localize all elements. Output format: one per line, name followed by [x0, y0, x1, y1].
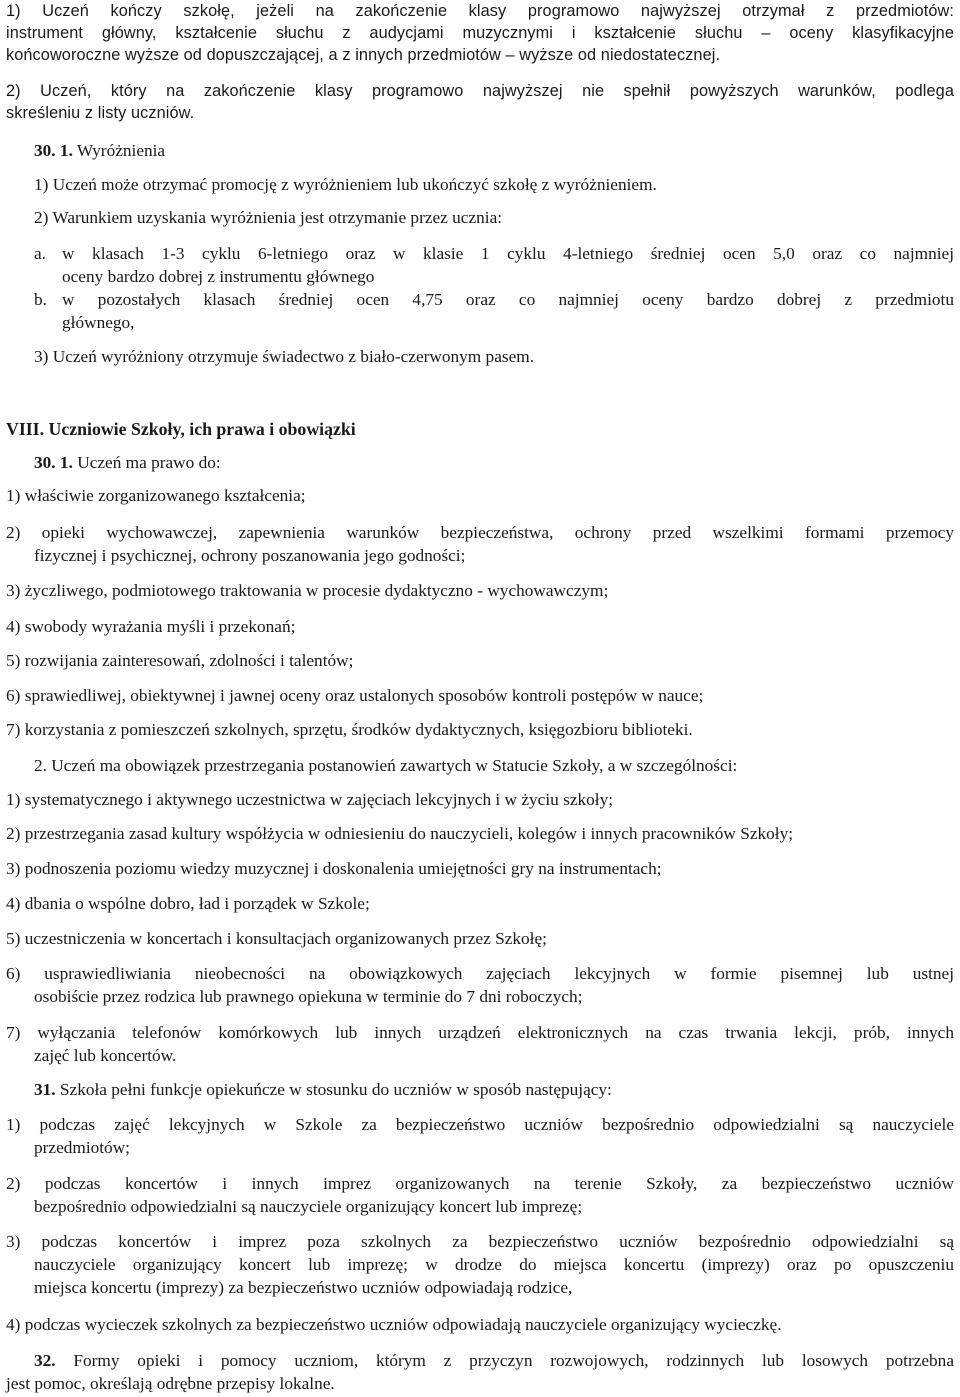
list-item: 4) swobody wyrażania myśli i przekonań;	[6, 617, 296, 636]
section-number: 32.	[34, 1351, 56, 1370]
sub-item: głównego,	[62, 313, 135, 332]
list-item: nauczyciele organizujący koncert lub imprezę; w drodze do miejsca koncertu (imprezy) oraz po opuszczeniu	[34, 1255, 954, 1274]
list-item: 7) korzystania z pomieszczeń szkolnych, sprzętu, środków dydaktycznych, księgozbioru biblioteki.	[6, 720, 693, 739]
chapter-heading: VIII. Uczniowie Szkoły, ich prawa i obowiązki	[6, 419, 356, 439]
list-item: osobiście przez rodzica lub prawnego opiekuna w terminie do 7 dni roboczych;	[34, 987, 583, 1006]
section-number: 30. 1.	[34, 141, 73, 160]
sub-item: w pozostałych klasach średniej ocen 4,75 oraz co najmniej oceny bardzo dobrej z przedmiotu	[62, 290, 954, 309]
list-item: 2) Warunkiem uzyskania wyróżnienia jest otrzymanie przez ucznia:	[34, 208, 503, 227]
list-item: 1) Uczeń może otrzymać promocję z wyróżnieniem lub ukończyć szkołę z wyróżnieniem.	[34, 175, 657, 194]
section-heading	[34, 452, 954, 474]
list-item: bezpośrednio odpowiedzialni są nauczyciele organizujący koncert lub imprezę;	[34, 1197, 583, 1216]
list-item: 2) przestrzegania zasad kultury współżycia w odniesieniu do nauczycieli, kolegów i innych pracowników Szkoły;	[6, 824, 794, 843]
list-item: 5) rozwijania zainteresowań, zdolności i talentów;	[6, 651, 354, 670]
list-item: 6) usprawiedliwiania nieobecności na obowiązkowych zajęciach lekcyjnych w formie pisemnej lub ustnej	[6, 964, 954, 983]
paragraph-line: 2) Uczeń, który na zakończenie klasy programowo najwyższej nie spełnił powyższych warunków, podlega	[6, 82, 954, 100]
list-item: 2) opieki wychowawczej, zapewnienia warunków bezpieczeństwa, ochrony przed wszelkimi formami przemocy	[6, 523, 954, 542]
list-item: 3) podczas koncertów i imprez poza szkolnych za bezpieczeństwo uczniów bezpośrednio odpowiedzialni są	[6, 1232, 954, 1251]
list-item: 3) życzliwego, podmiotowego traktowania w procesie dydaktyczno - wychowawczym;	[6, 581, 609, 600]
section-heading	[34, 1079, 954, 1101]
list-item: 4) podczas wycieczek szkolnych za bezpieczeństwo uczniów odpowiadają nauczyciele organizujący wycieczkę.	[6, 1315, 782, 1334]
section-text: Formy opieki i pomocy uczniom, którym z przyczyn rozwojowych, rodzinnych lub losowych potrzebna	[55, 1351, 954, 1370]
sub-item: oceny bardzo dobrej z instrumentu głównego	[62, 267, 375, 286]
list-item: 3) Uczeń wyróżniony otrzymuje świadectwo z biało-czerwonym pasem.	[34, 347, 535, 366]
list-item: fizycznej i psychicznej, ochrony poszanowania jego godności;	[34, 546, 466, 565]
list-item: 1) systematycznego i aktywnego uczestnictwa w zajęciach lekcyjnych i w życiu szkoły;	[6, 790, 614, 809]
list-item: zajęć lub koncertów.	[34, 1046, 177, 1065]
list-item: 7) wyłączania telefonów komórkowych lub innych urządzeń elektronicznych na czas trwania lekcji, prób, innych	[6, 1023, 954, 1042]
list-item: 5) uczestniczenia w koncertach i konsultacjach organizowanych przez Szkołę;	[6, 929, 547, 948]
paragraph-line: 1) Uczeń kończy szkołę, jeżeli na zakończenie klasy programowo najwyższej otrzymał z przedmiotów:	[6, 2, 954, 20]
list-item: miejsca koncertu (imprezy) za bezpieczeństwo uczniów odpowiadają rodzice,	[34, 1278, 573, 1297]
list-item: 1) właściwie zorganizowanego kształcenia;	[6, 486, 306, 505]
section-intro: 2. Uczeń ma obowiązek przestrzegania postanowień zawartych w Statucie Szkoły, a w szczególności:	[34, 756, 738, 775]
list-item: 6) sprawiedliwej, obiektywnej i jawnej oceny oraz ustalonych sposobów kontroli postępów w nauce;	[6, 686, 704, 705]
section-paragraph-line: jest pomoc, określają odrębne przepisy lokalne.	[6, 1374, 335, 1393]
section-intro: Szkoła pełni funkcje opiekuńcze w stosunku do uczniów w sposób następujący:	[55, 1080, 612, 1099]
sub-item: w klasach 1-3 cyklu 6-letniego oraz w klasie 1 cyklu 4-letniego średniej ocen 5,0 oraz co najmniej	[62, 244, 954, 263]
section-title: Wyróżnienia	[72, 141, 166, 160]
paragraph-line: instrument główny, kształcenie słuchu z audycjami muzycznymi i kształcenie słuchu – oceny klasyfikacyjne	[6, 24, 954, 42]
paragraph-line: skreśleniu z listy uczniów.	[6, 104, 195, 122]
list-item: 4) dbania o wspólne dobro, ład i porządek w Szkole;	[6, 894, 370, 913]
sub-item-marker: a.	[34, 244, 46, 263]
section-number: 31.	[34, 1080, 56, 1099]
section-paragraph	[34, 1350, 954, 1372]
section-intro: Uczeń ma prawo do:	[72, 453, 221, 472]
section-heading	[34, 140, 954, 162]
paragraph-line: końcoworoczne wyższe od dopuszczającej, a z innych przedmiotów – wyższe od niedostatecznej.	[6, 46, 721, 64]
list-item: 1) podczas zajęć lekcyjnych w Szkole za bezpieczeństwo uczniów bezpośrednio odpowiedzialni są nauczyciele	[6, 1115, 954, 1134]
sub-item-marker: b.	[34, 290, 47, 309]
list-item: przedmiotów;	[34, 1138, 130, 1157]
section-number: 30. 1.	[34, 453, 73, 472]
list-item: 3) podnoszenia poziomu wiedzy muzycznej i doskonalenia umiejętności gry na instrumentach;	[6, 859, 662, 878]
list-item: 2) podczas koncertów i innych imprez organizowanych na terenie Szkoły, za bezpieczeństwo uczniów	[6, 1174, 954, 1193]
